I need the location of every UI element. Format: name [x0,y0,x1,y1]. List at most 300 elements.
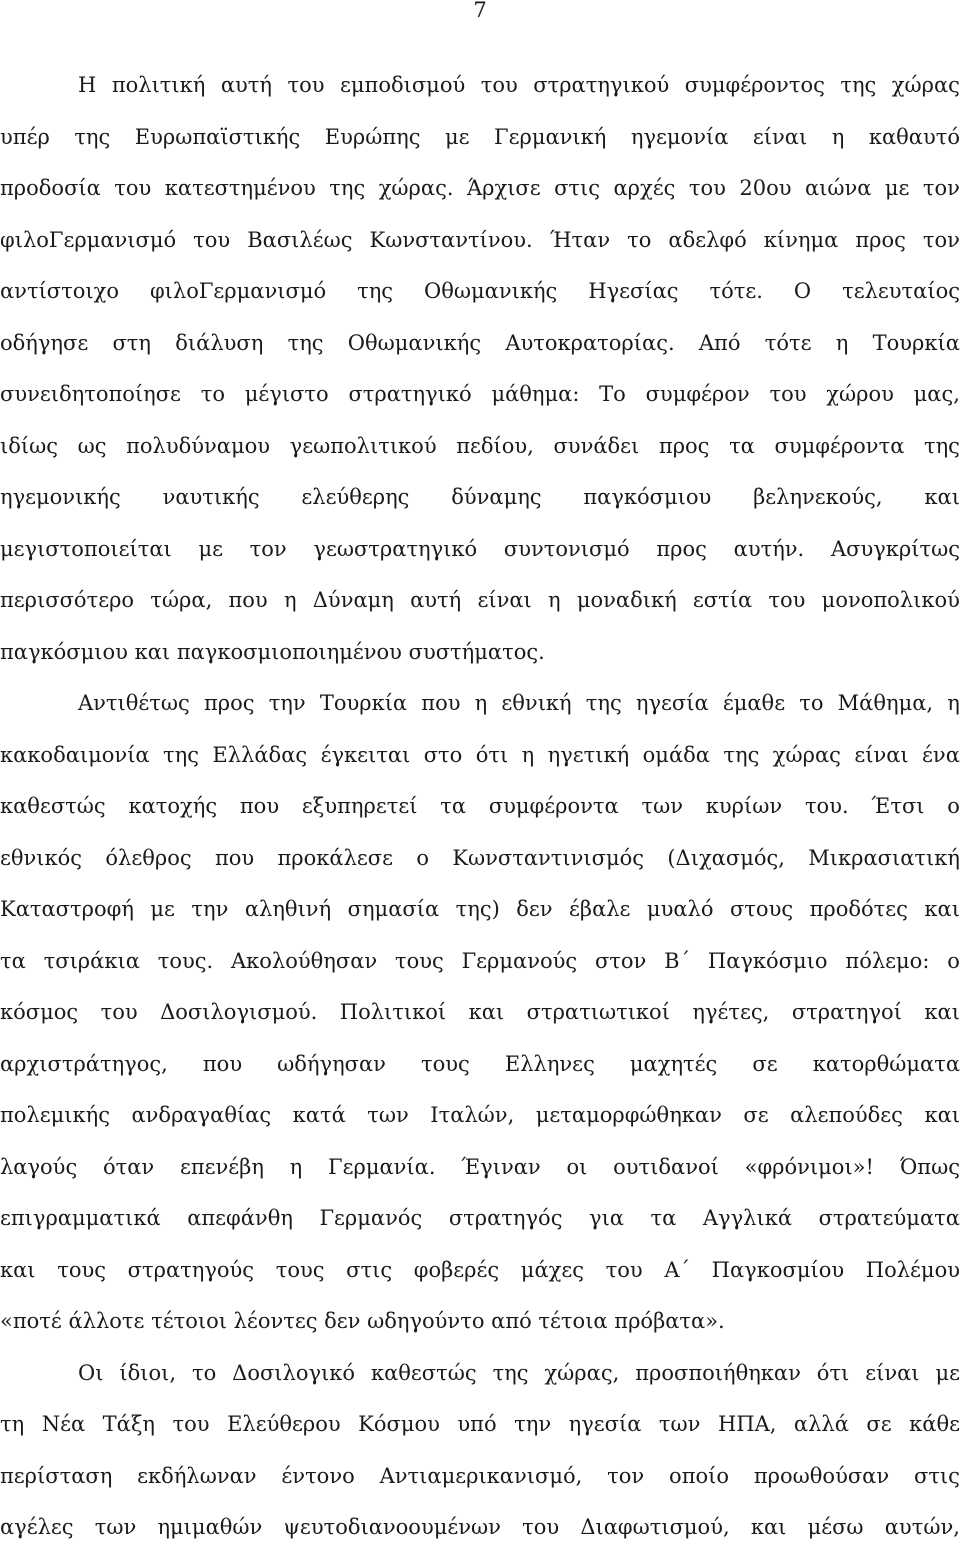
word: Κόσμου [358,1412,440,1436]
word: το [191,1360,217,1385]
word: στρατηγοί [791,1000,902,1024]
text-line: «ποτέ άλλοτε τέτοιοι λέοντες δεν ωδηγούντο από τέτοια πρόβατα». [0,1309,725,1333]
text-line [0,318,960,370]
word: περίσταση [0,1463,113,1488]
word: συμφέροντα [774,433,905,458]
word: της [357,279,394,303]
word: και [924,1000,960,1024]
word: Ελλάδας [212,742,308,767]
word: που [202,1051,243,1076]
word: του [287,73,325,97]
word: σημασία [347,897,440,921]
word: διάλυση [175,330,264,355]
text-line: παγκόσμιου και παγκοσμιοποιημένου συστήματος. [0,639,545,664]
word: του. [804,794,849,818]
word: του [100,1000,138,1024]
word: είναι [865,1360,920,1385]
word: αιώνα [804,176,872,200]
word: αγέλες [0,1515,74,1539]
text-line [0,421,960,473]
word: έγκειται [320,742,411,767]
paragraph-2 [0,678,960,1348]
word: υπέρ [0,124,50,149]
word: Οι [78,1360,104,1385]
word: της) [455,897,500,921]
word: ως [77,433,107,458]
word: σε [743,1103,769,1127]
word: μονοπολικού [821,588,960,612]
word: ψευτοδιανοουμένων [283,1515,501,1539]
word: εξυπηρετεί [301,794,418,818]
word: υπό [457,1412,497,1436]
word: Γερμανική [494,124,607,149]
word: τα [650,1206,677,1230]
word: Αντιαμερικανισμό, [379,1463,583,1488]
word: Κωνσταντινισμός [452,845,645,870]
word: το [627,227,652,252]
word: ωδήγησαν [277,1051,386,1076]
word: Καταστροφή [0,897,134,921]
word: μέγιστο [244,382,329,406]
word: της [163,742,199,767]
word: μοναδική [576,588,677,612]
text-line [0,1399,960,1451]
word: τους [394,948,444,973]
word: στον [594,948,647,973]
word: δύναμης [451,485,542,509]
word: προδότες [809,897,908,921]
word: ελεύθερης [301,485,410,509]
word: τη [0,1412,25,1436]
word: του [522,1515,560,1539]
word: τα [440,794,467,818]
word: φιλοΓερμανισμό [0,227,177,252]
word: αδελφό [668,227,747,252]
word: αυτή [220,73,272,97]
word: είναι [854,742,909,767]
word: στρατηγούς [127,1257,255,1282]
word: στη [112,330,152,355]
word: ουτιδανοί [613,1154,719,1179]
text-line [0,730,960,782]
word: ηγέτες, [692,1000,770,1024]
word: του [768,588,806,612]
word: αυτή [410,588,462,612]
word: Τουρκία [319,691,408,715]
word: λαγούς [0,1154,78,1179]
word: τον [922,176,960,200]
word: περισσότερο [0,588,135,612]
word: κατά [292,1103,346,1127]
word: εστία [692,588,753,612]
word: έμαθε [722,691,786,715]
word: της [923,433,960,458]
word: με [935,1360,960,1385]
word: τους [275,1257,325,1282]
word: καθαυτό [868,124,960,149]
word: η [283,588,297,612]
word: τον [607,1463,645,1488]
word: αυτήν. [733,536,805,561]
word: παγκόσμιου [583,485,712,509]
text-line [0,1142,960,1194]
word: κατεστημένου [164,176,316,200]
word: του [172,1412,210,1436]
word: χώρου [826,382,894,406]
word: της [74,124,111,149]
word: κατοχής [128,794,218,818]
word: Ακολούθησαν [230,948,378,973]
word: και [750,1515,787,1539]
word: ηγεσία [568,1412,642,1436]
word: με [198,536,223,561]
word: στρατηγός [448,1206,563,1230]
word: γεωστρατηγικό [313,536,478,561]
word: γεωπολιτικού [289,433,437,458]
word: είναι [752,124,808,149]
word: Το [599,382,626,406]
text-line [0,987,960,1039]
word: πολιτική [111,73,206,97]
word: καθεστώς [0,794,106,818]
word: του [769,382,807,406]
word: ο [947,794,960,818]
word: τον [922,227,960,252]
word: καθεστώς [370,1360,477,1385]
text-line [0,884,960,936]
word: έντονο [281,1463,355,1488]
word: Από [698,330,741,355]
word: Αγγλικά [702,1206,793,1230]
word: τους. [157,948,214,973]
word: στις [346,1257,393,1282]
word: της [329,176,366,200]
word: της [723,742,760,767]
word: αρχές [613,176,676,200]
word: Πολιτικοί [339,1000,447,1024]
word: που [228,588,268,612]
word: χώρας [891,73,960,97]
word: Οθωμανικής [424,279,558,303]
word: κακοδαιμονία [0,742,150,767]
word: είναι [477,588,532,612]
word: συμφέροντος [684,73,825,97]
word: στρατεύματα [818,1206,960,1230]
word: εθνική [501,691,572,715]
word: προς [656,536,707,561]
text-line [0,678,960,730]
text-line [0,833,960,885]
word: του [605,1257,643,1282]
word: επενέβη [179,1154,264,1179]
word: μυαλό [646,897,714,921]
word: προωθούσαν [753,1463,890,1488]
word: Ελεύθερου [227,1412,341,1436]
word: ηγετική [547,742,630,767]
word: σε [752,1051,778,1076]
word: κυρίων [705,794,783,818]
word: που [239,794,280,818]
word: Ελληνες [504,1051,595,1076]
word: Έτσι [871,794,925,818]
word: και [0,1257,36,1282]
word: προδοσία [0,176,101,200]
word: όταν [102,1154,155,1179]
paragraph-1 [0,60,960,678]
word: μάχες [520,1257,584,1282]
word: συντονισμό [503,536,630,561]
word: Γερμανία. [328,1154,436,1179]
word: δεν [516,897,553,921]
word: Γερμανούς [461,948,578,973]
paragraph-3 [0,1348,960,1554]
word: για [589,1206,624,1230]
text-line [0,1502,960,1554]
word: τους [57,1257,106,1282]
word: οδήγησε [0,330,89,355]
word: Ο [793,279,812,303]
word: Νέα [41,1412,86,1436]
word: μεταμορφώθηκαν [535,1103,722,1127]
word: της [585,691,622,715]
word: με [444,124,470,149]
text-line [0,1348,960,1400]
word: της [492,1360,529,1385]
word: Πολέμου [865,1257,960,1282]
word: μάθημα: [491,382,580,406]
word: αρχιστράτηγος, [0,1051,168,1076]
text-line [0,1090,960,1142]
word: συνάδει [553,433,640,458]
word: αληθινή [244,897,332,921]
word: Οθωμανικής [347,330,482,355]
page-body [0,60,960,1554]
word: προκάλεσε [277,845,393,870]
word: εμποδισμού [340,73,466,97]
word: χώρας. [378,176,454,200]
word: στους [729,897,794,921]
text-line [0,781,960,833]
word: των [367,1103,409,1127]
word: φοβερές [413,1257,500,1282]
word: των [94,1515,137,1539]
word: ίδιοι, [119,1360,177,1385]
word: την [191,897,229,921]
word: τότε. [709,279,763,303]
word: κάθε [909,1412,960,1436]
word: ηγεμονία [630,124,729,149]
word: τώρα, [150,588,213,612]
word: στις [554,176,601,200]
word: του [114,176,152,200]
word: Δοσιλογικό [232,1360,356,1385]
word: η [548,588,561,612]
word: Διαφωτισμού, [580,1515,730,1539]
word: συμφέρον [645,382,750,406]
word: προς [855,227,906,252]
word: που [421,691,461,715]
word: το [799,691,824,715]
word: τον [249,536,287,561]
word: χώρας [772,742,841,767]
word: μεγιστοποιείται [0,536,172,561]
word: ναυτικής [162,485,260,509]
word: ομάδα [642,742,710,767]
word: στρατιωτικοί [526,1000,670,1024]
word: Παγκόσμιο [707,948,828,973]
word: απεφάνθη [187,1206,293,1230]
word: ο [416,845,429,870]
word: του [193,227,231,252]
word: Ιταλών, [430,1103,515,1127]
word: Η [78,73,97,97]
text-line [0,1451,960,1503]
text-line [0,575,960,627]
word: ότι [475,742,509,767]
word: ημιμαθών [157,1515,263,1539]
text-line [0,472,960,524]
text-line [0,60,960,112]
text-line [0,1039,960,1091]
word: η [521,742,535,767]
word: ότι [816,1360,850,1385]
word: και [924,897,960,921]
word: του [688,176,726,200]
word: πολεμικής [0,1103,110,1127]
word: Ήταν [549,227,611,252]
word: με [150,897,175,921]
word: «φρόνιμοι»! [744,1154,874,1179]
word: του [480,73,518,97]
word: Ασυγκρίτως [830,536,960,561]
word: οι [566,1154,588,1179]
word: στρατηγικό [348,382,472,406]
word: Δοσιλογισμού. [160,1000,318,1024]
word: συνειδητοποίησε [0,382,181,406]
word: μέσω [807,1515,864,1539]
word: πεδίου, [456,433,534,458]
word: αυτών, [884,1515,960,1539]
word: προς [658,433,710,458]
word: 20ου [739,176,792,200]
word: Αντιθέτως [78,691,190,715]
word: την [268,691,306,715]
word: το [200,382,225,406]
word: χώρας, [544,1360,620,1385]
word: κόσμος [0,1000,79,1024]
word: συμφέροντα [488,794,619,818]
word: εκδήλωναν [137,1463,257,1488]
word: η [831,124,845,149]
word: η [835,330,849,355]
word: την [514,1412,552,1436]
word: ηγεμονικής [0,485,121,509]
word: έβαλε [569,897,631,921]
text-line [0,1193,960,1245]
page-number: 7 [473,0,487,22]
word: Παγκοσμίου [711,1257,845,1282]
text-line [0,524,960,576]
word: Ευρώπης [324,124,421,149]
word: τότε [764,330,812,355]
word: Β΄ [664,948,691,973]
word: κατορθώματα [812,1051,960,1076]
word: στο [423,742,463,767]
word: οποίο [669,1463,730,1488]
word: και [468,1000,505,1024]
word: αντίστοιχο [0,279,119,303]
word: Όπως [899,1154,960,1179]
word: των [658,1412,701,1436]
word: που [214,845,255,870]
word: όλεθρος [105,845,192,870]
word: στρατηγικού [533,73,670,97]
word: Άρχισε [466,176,541,200]
word: τελευταίος [842,279,960,303]
text-line [0,936,960,988]
word: Τάξη [102,1412,156,1436]
word: πολυδύναμου [126,433,271,458]
word: επιγραμματικά [0,1206,161,1230]
word: Μάθημα, [837,691,934,715]
word: στις [913,1463,960,1488]
word: (Διχασμός, [667,845,785,870]
word: μας, [913,382,960,406]
word: Κωνσταντίνου. [369,227,533,252]
word: εθνικός [0,845,83,870]
word: Τουρκία [872,330,960,355]
text-line [0,369,960,421]
word: των [641,794,683,818]
word: τα [729,433,755,458]
word: η [289,1154,303,1179]
word: της [287,330,324,355]
word: η [947,691,960,715]
word: πόλεμο: [845,948,930,973]
word: φιλοΓερμανισμό [149,279,327,303]
word: ένα [922,742,960,767]
word: Γερμανός [319,1206,423,1230]
word: τσιράκια [43,948,140,973]
word: αλλά [793,1412,849,1436]
word: σε [866,1412,892,1436]
word: βεληνεκούς, [753,485,883,509]
word: Ηγεσίας [588,279,679,303]
word: Ευρωπαϊστικής [134,124,301,149]
word: Βασιλέως [247,227,353,252]
text-line [0,1245,960,1297]
word: η [474,691,488,715]
word: και [924,485,960,509]
word: αλεπούδες [790,1103,903,1127]
word: ιδίως [0,433,58,458]
word: ανδραγαθίας [131,1103,272,1127]
word: με [884,176,910,200]
word: τα [0,948,26,973]
word: Αυτοκρατορίας. [505,330,675,355]
word: και [924,1103,960,1127]
word: Έγιναν [461,1154,541,1179]
text-line [0,215,960,267]
word: Α΄ [664,1257,691,1282]
word: της [840,73,877,97]
word: κίνημα [763,227,839,252]
word: ο [947,948,960,973]
text-line [0,266,960,318]
word: προς [203,691,255,715]
word: Μικρασιατική [808,845,960,870]
word: ΗΠΑ, [717,1412,777,1436]
